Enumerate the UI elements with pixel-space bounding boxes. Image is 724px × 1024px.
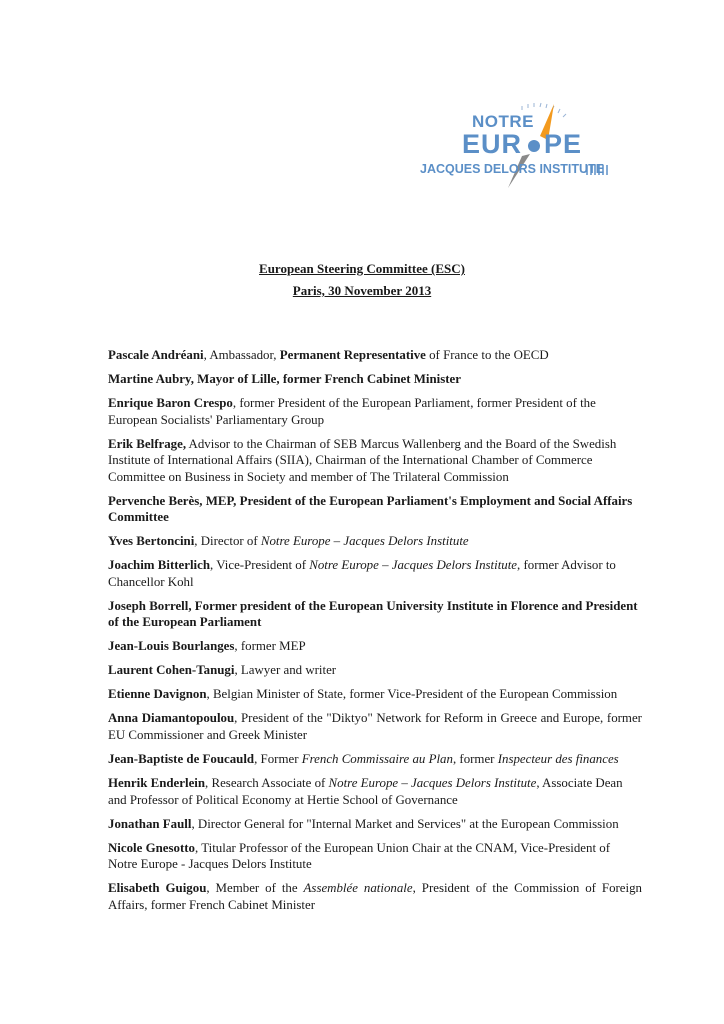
member-entry [108, 816, 642, 833]
member-name: Nicole Gnesotto [108, 840, 195, 855]
member-entry [108, 710, 642, 743]
member-description: , Vice-President of [210, 558, 310, 573]
member-description: Advisor to the Chairman of SEB Marcus Wallenberg and the Board of the Swedish Institute of International Affairs (SIIA), Chairman of the International Chamber of Commerce Committee on Business in Society and member of The Trilateral Commission [108, 436, 617, 484]
member-description: , President of the "Diktyo" Network for Reform in Greece and Europe, former EU Commissioner and Greek Minister [108, 711, 642, 742]
member-name: Laurent Cohen-Tanugi [108, 663, 235, 678]
member-description: , Former [254, 751, 302, 766]
member-name: Permanent Representative [279, 348, 426, 362]
member-entry [108, 638, 642, 655]
member-name: Erik Belfrage, [108, 436, 187, 451]
member-description: , Ambassador, [203, 348, 280, 362]
logo-notre: NOTRE [472, 112, 534, 131]
member-description: Assemblée nationale [303, 881, 413, 896]
member-name: Jonathan Faull [108, 816, 192, 831]
member-description: , former President of the European Parliament, former President of the European Socialists' Parliamentary Group [108, 395, 596, 427]
logo-europe: EUR PE [462, 129, 583, 159]
member-entry [108, 347, 642, 364]
member-description: , Belgian Minister of State, former Vice-President of the European Commission [206, 687, 618, 702]
member-description: , former [452, 751, 498, 766]
member-description: Notre Europe – Jacques Delors Institute [260, 534, 469, 549]
member-description: , Lawyer and writer [234, 663, 337, 678]
logo-jacques-delors-institute: JACQUES DELORS INSTITUTE [420, 162, 605, 176]
member-entry [108, 533, 642, 550]
member-name: Joachim Bitterlich [108, 558, 211, 573]
member-description: , Associate Dean and Professor of Political Economy at Hertie School of Governance [108, 775, 623, 807]
member-description: Inspecteur des finances [497, 751, 619, 766]
member-list [108, 347, 642, 921]
member-name: Etienne Davignon [108, 687, 207, 702]
member-description: , Research Associate of [205, 775, 329, 790]
member-name: Joseph Borrell, Former president of the European University Institute in Florence and President of the European Parliament [108, 598, 638, 630]
member-name: Jean-Baptiste de Foucauld [108, 751, 255, 766]
member-entry [108, 436, 642, 486]
member-description: , Director of [194, 534, 261, 549]
member-entry [108, 880, 642, 913]
member-entry [108, 775, 642, 808]
member-name: Henrik Enderlein [108, 775, 206, 790]
member-description: of France to the OECD [425, 348, 549, 362]
member-name: Anna Diamantopoulou [108, 711, 235, 726]
notre-europe-logo [412, 96, 612, 192]
member-entry [108, 840, 642, 873]
member-description: Notre Europe – Jacques Delors Institute [309, 558, 518, 573]
member-description: , Director General for "Internal Market and Services" at the European Commission [191, 816, 619, 831]
member-entry [108, 662, 642, 679]
member-description: , Titular Professor of the European Union Chair at the CNAM, Vice-President of Notre Europe - Jacques Delors Institute [108, 840, 611, 872]
member-description: , former MEP [234, 639, 306, 654]
member-entry [108, 686, 642, 703]
member-entry [108, 557, 642, 590]
member-name: Martine Aubry, Mayor of Lille, former French Cabinet Minister [108, 371, 461, 386]
page-title: European Steering Committee (ESC) [259, 261, 465, 276]
member-entry [108, 493, 642, 526]
member-name: Yves Bertoncini [108, 534, 195, 549]
member-name: Elisabeth Guigou [108, 881, 207, 896]
member-description: Notre Europe – Jacques Delors Institute [328, 775, 537, 790]
member-description: , former Advisor to Chancellor Kohl [108, 558, 616, 589]
member-description: , Member of the [206, 881, 304, 896]
member-description: French Commissaire au Plan [301, 751, 453, 766]
member-entry [108, 395, 642, 428]
member-entry [108, 598, 642, 631]
member-entry [108, 751, 642, 768]
member-description: , President of the Commission of Foreign Affairs, former French Cabinet Minister [108, 881, 643, 912]
member-name: Enrique Baron Crespo [108, 395, 233, 410]
member-name: Pascale Andréani [108, 348, 204, 362]
page-subtitle: Paris, 30 November 2013 [292, 283, 432, 298]
member-name: Jean-Louis Bourlanges [108, 639, 235, 654]
member-entry [108, 371, 642, 388]
member-name: Pervenche Berès, MEP, President of the European Parliament's Employment and Social Affairs Committee [108, 493, 633, 525]
